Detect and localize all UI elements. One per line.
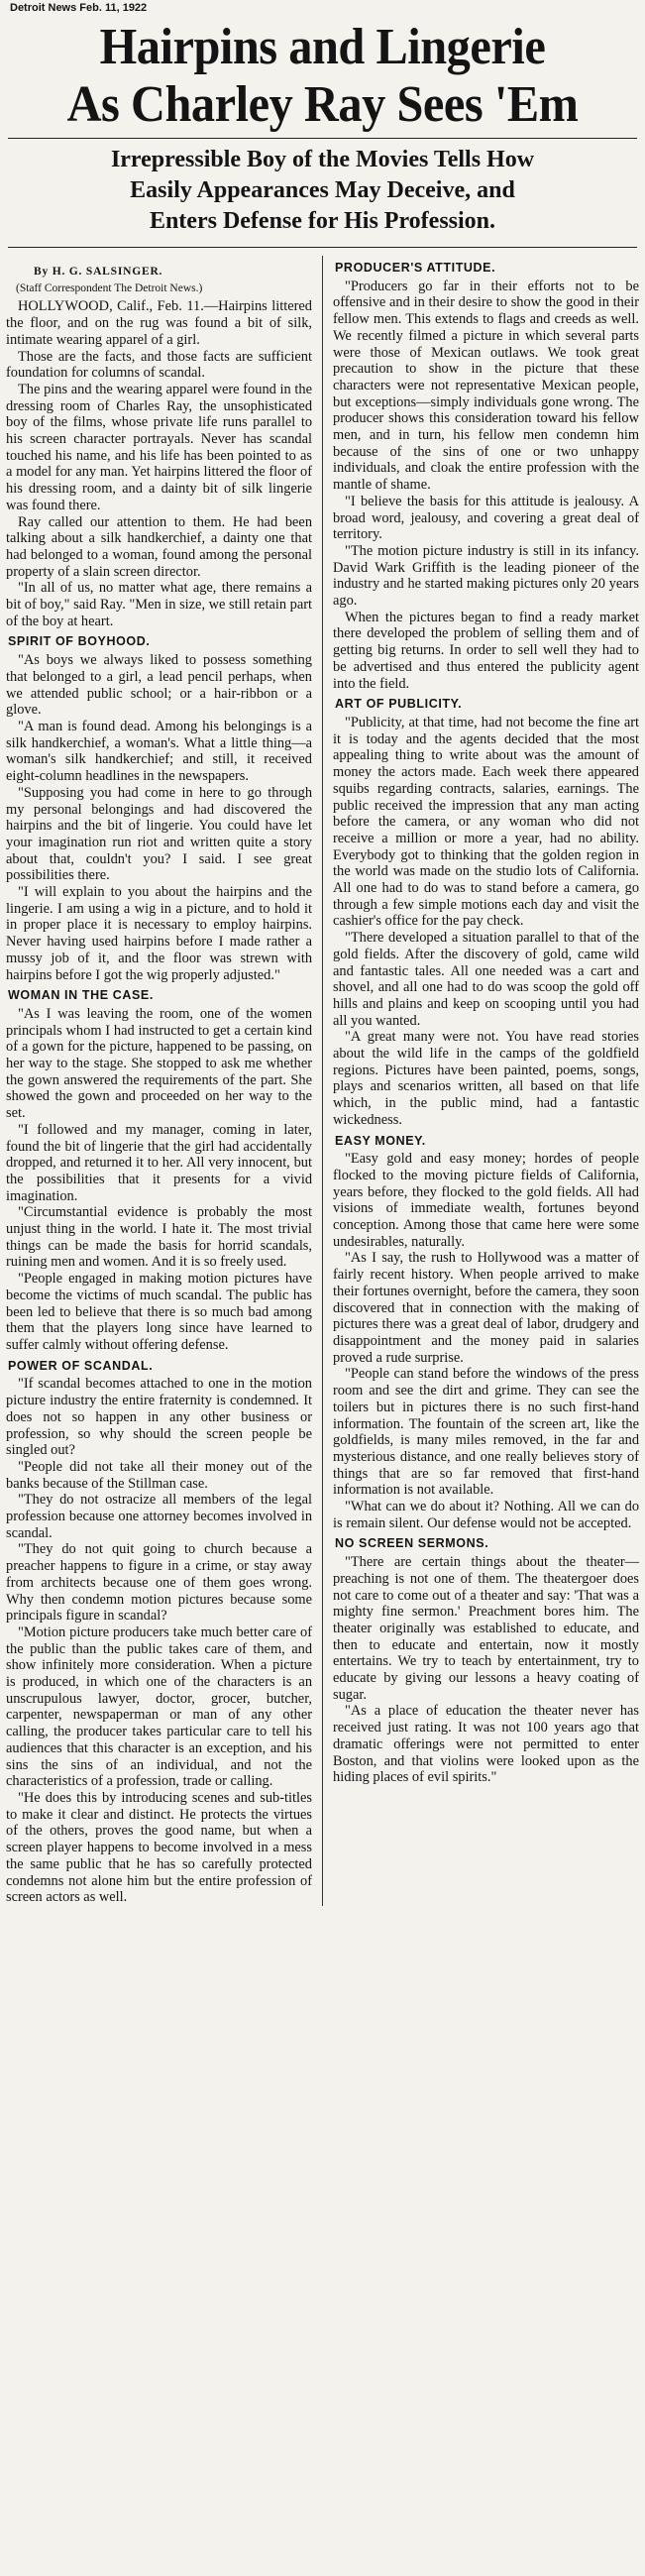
subhead: WOMAN IN THE CASE.	[8, 988, 154, 1003]
article-body	[6, 252, 639, 1906]
deck-line-1: Irrepressible Boy of the Movies Tells How	[110, 147, 535, 172]
byline: By H. G. SALSINGER.	[34, 266, 163, 278]
column-divider	[322, 256, 323, 1906]
headline	[28, 19, 616, 134]
deck	[14, 145, 631, 237]
paragraph: "Easy gold and easy money; hordes of people flocked to the moving picture fields of California, years before, they flocked to the gold fields. All had visions of immediate wealth, fortunes beyond conception. Among those that came here were some undesirables, naturally.	[333, 1151, 640, 1250]
paragraph: "A man is found dead. Among his belongings is a silk handkerchief, a woman's. What a little thing—a woman's silk handkerchief; and still, it received eight-column headlines in the newspapers.	[6, 718, 313, 785]
paragraph: The pins and the wearing apparel were found in the dressing room of Charles Ray, the unsophisticated boy of the films, whose private life runs parallel to his screen character portrayals. Never has scandal touched his name, and his life has been pointed to as a model for any man. Yet hairpins littered the floor of his dressing room, and a dainty bit of silk lingerie was found there.	[6, 381, 313, 513]
paragraph: "Circumstantial evidence is probably the most unjust thing in the world. I hate it. The most trivial things can be made the basis for horrid scandals, ruining men and women. And it is so freely used.	[6, 1204, 313, 1271]
subhead: EASY MONEY.	[335, 1133, 426, 1148]
paragraph: "I followed and my manager, coming in later, found the bit of lingerie that the girl had accidentally dropped, and returned it to her. All very innocent, but the possibilities that it presents for a vivid imagination.	[6, 1121, 313, 1204]
paragraph: "Motion picture producers take much better care of the public than the public takes care of them, and show infinitely more consideration. When a picture is produced, in which one of the characters is an unscrupulous lawyer, doctor, grocer, butcher, carpenter, newspaperman or man of any other calling, the producer takes particular care to tell his audiences that this character is an exception, and his sins the sins of an individual, and not the characteristics of a profession, trade or calling.	[6, 1624, 313, 1790]
paragraph: "If scandal becomes attached to one in the motion picture industry the entire fraternity is condemned. It does not so happen in any other business or profession, so why should the screen people be singled out?	[6, 1376, 313, 1459]
deck-rule	[8, 247, 637, 248]
paragraph: "They do not quit going to church because a preacher happens to figure in a crime, or stay away from architects because one of them goes wrong. Why then condemn motion pictures because some principals figure in scandal?	[6, 1541, 313, 1624]
paragraph: "There developed a situation parallel to that of the gold fields. After the discovery of gold, came wild and fantastic tales. All one needed was a cart and shovel, and all one had to do was scoop the gold off hills and plains and keep on scooping until you had all you wanted.	[333, 930, 640, 1029]
paragraph: "In all of us, no matter what age, there remains a bit of boy," said Ray. "Men in size, we still retain part of the boy at heart.	[6, 580, 313, 629]
paragraph: When the pictures began to find a ready market there developed the problem of selling them and of getting big returns. In order to sell well they had to be advertised and thus entered the publicity agent into the field.	[333, 609, 640, 692]
headline-rule	[8, 138, 637, 139]
paragraph: "As boys we always liked to possess something that belonged to a girl, a lead pencil perhaps, when we attended public school; or a hair-ribbon or a glove.	[6, 652, 313, 719]
deck-line-2: Easily Appearances May Deceive, and	[130, 177, 515, 203]
paragraph: "Supposing you had come in here to go through my personal belongings and had discovered the hairpins and the bit of lingerie. You could have let your imagination run riot and written quite a story about that, couldn't you? I said. I see great possibilities there.	[6, 784, 313, 884]
paragraph: "I will explain to you about the hairpins and the lingerie. I am using a wig in a picture, and to hold it in proper place it is necessary to employ hairpins. Never having used hairpins before I made rather a mussy job of it, and the floor was strewn with hairpins before I got the wig properly adjusted."	[6, 884, 313, 983]
paragraph: "I believe the basis for this attitude is jealousy. A broad word, jealousy, and covering a great deal of territory.	[333, 493, 640, 543]
masthead: Detroit News Feb. 11, 1922	[10, 2, 148, 14]
headline-line-2: As Charley Ray Sees 'Em	[66, 76, 579, 133]
paragraph: "The motion picture industry is still in its infancy. David Wark Griffith is the leading pioneer of the industry and he started making pictures only 20 years ago.	[333, 542, 640, 610]
paragraph: Ray called our attention to them. He had been talking about a silk handkerchief, a dainty one that had belonged to a woman, found among the personal property of a slain screen director.	[6, 513, 313, 580]
paragraph: "As I was leaving the room, one of the women principals whom I had instructed to get a certain kind of a gown for the picture, happened to be passing, on her way to the stage. She stopped to ask me whether the gown answered the requirements of the part. She showed the gown and proceeded on her way to the set.	[6, 1005, 313, 1122]
paragraph: "As I say, the rush to Hollywood was a matter of fairly recent history. When people arrived to make their fortunes overnight, before the camera, they soon discovered that in connection with the making of pictures there was a great deal of labor, drudgery and disappointment and the money paid in salaries proved a rude surprise.	[333, 1250, 640, 1366]
paragraph: "There are certain things about the theater—preaching is not one of them. The theatergoer does not care to come out of a theater and say: 'That was a mighty fine sermon.' Preachment bores him. The theater originally was established to educate, and then to educate and entertain, now it mostly entertains. We try to teach by entertainment, try to educate by giving our lessons a heavy coating of sugar.	[333, 1554, 640, 1703]
paragraph: "Producers go far in their efforts not to be offensive and in their desire to show the good in their fellow men. This extends to flags and creeds as well. We recently filmed a picture in which several parts were those of Mexican outlaws. We took great precaution to show in the picture that these characters were not representative Mexican people, but exceptions—simply individuals gone wrong. The producer shows this consideration toward his fellow men, and in turn, his fellow men condemn him because of the sins of one or two unhappy individuals, and cloak the entire profession with the mantle of shame.	[333, 278, 640, 494]
paragraph: "He does this by introducing scenes and sub-titles to make it clear and distinct. He protects the virtues of the others, proves the good name, but when a screen player happens to become involved in a mess the same public that he has so carefully protected condemns not alone him but the entire profession of screen actors as well.	[6, 1789, 313, 1906]
paragraph: "A great many were not. You have read stories about the wild life in the camps of the goldfield regions. Pictures have been painted, poems, songs, plays and scenarios written, all based on that life which, in the public mind, had a fantastic wickedness.	[333, 1029, 640, 1128]
paragraph: HOLLYWOOD, Calif., Feb. 11.—Hairpins littered the floor, and on the rug was found a bit of silk, intimate wearing apparel of a girl.	[6, 298, 313, 348]
subhead: POWER OF SCANDAL.	[8, 1358, 154, 1373]
paragraph: "People can stand before the windows of the press room and see the dirt and grime. They can see the toilers but in pictures there is no such first-hand information. The fountain of the screen art, like the goldfields, is many miles removed, in the far and mysterious distance, and one really believes story of things that are so far removed that first-hand information is not available.	[333, 1366, 640, 1499]
paragraph: "Publicity, at that time, had not become the fine art it is today and the agents decided that the most appealing thing to write about was the amount of money the actors made. Each week there appeared squibs regarding contracts, salaries, earnings. The public received the impression that any man acting before the camera, or any woman who did not receive a million or more a year, had no ability. Everybody got to thinking that the golden region in the world was made on the studio lots of California. All one had to do was to stand before a camera, go through a few simple motions each day and visit the cashier's office for the pay check.	[333, 714, 640, 930]
headline-line-1: Hairpins and Lingerie	[99, 19, 546, 75]
paragraph: "As a place of education the theater never has received just rating. It was not 100 years ago that dramatic offerings were not permitted to enter Boston, and that violins were looked upon as the hiding places of evil spirits."	[333, 1703, 640, 1786]
subhead: ART OF PUBLICITY.	[335, 697, 463, 712]
subhead: SPIRIT OF BOYHOOD.	[8, 634, 151, 649]
paragraph: Those are the facts, and those facts are sufficient foundation for columns of scandal.	[6, 348, 313, 382]
subhead: PRODUCER'S ATTITUDE.	[335, 261, 496, 275]
deck-line-3: Enters Defense for His Profession.	[149, 208, 496, 234]
paragraph: "They do not ostracize all members of the legal profession because one attorney becomes involved in scandal.	[6, 1492, 313, 1541]
right-column	[333, 256, 639, 1906]
left-column	[6, 256, 312, 1906]
subhead: NO SCREEN SERMONS.	[335, 1536, 489, 1551]
paragraph: "People engaged in making motion pictures have become the victims of much scandal. The public has been led to believe that there is so much bad among them that the players long since have learned to suffer calmly without offering defense.	[6, 1271, 313, 1353]
paragraph: "What can we do about it? Nothing. All we can do is remain silent. Our defense would not be accepted.	[333, 1499, 640, 1531]
paragraph: "People did not take all their money out of the banks because of the Stillman case.	[6, 1458, 313, 1492]
credit: (Staff Correspondent The Detroit News.)	[16, 281, 203, 294]
